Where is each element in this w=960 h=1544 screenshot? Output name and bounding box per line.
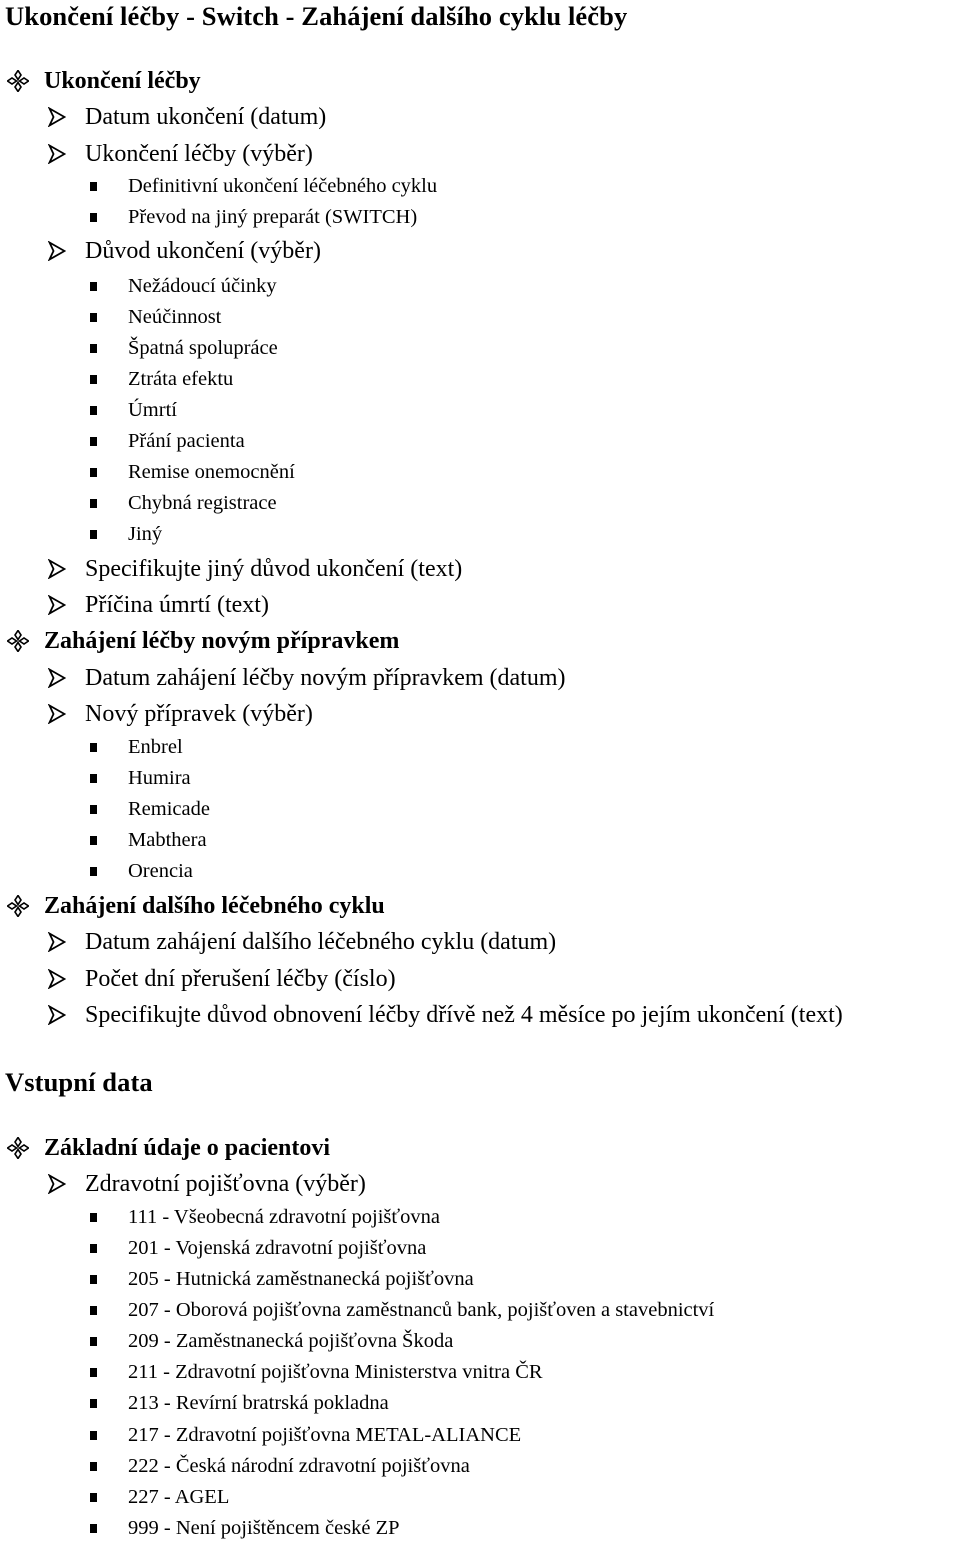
option-item-label: Remicade [128, 797, 210, 820]
square-bullet-icon [90, 1337, 128, 1346]
field-item [0, 236, 321, 266]
option-item-label: 227 - AGEL [128, 1485, 230, 1508]
square-bullet-icon [90, 774, 128, 783]
arrowhead-icon [48, 932, 85, 952]
square-bullet-icon [90, 406, 128, 415]
option-item [0, 732, 183, 762]
option-item [0, 457, 295, 487]
field-item [0, 699, 313, 729]
option-item [0, 271, 277, 301]
option-item-label: Neúčinnost [128, 305, 222, 328]
square-bullet-icon [90, 282, 128, 291]
option-item [0, 1357, 543, 1387]
option-item [0, 763, 191, 793]
arrowhead-icon [48, 969, 85, 989]
square-bullet-icon [90, 213, 128, 222]
option-item-label: Definitivní ukončení léčebného cyklu [128, 174, 438, 197]
section-heading-label: Základní údaje o pacientovi [44, 1134, 331, 1161]
option-item [0, 488, 277, 518]
square-bullet-icon [90, 313, 128, 322]
option-item [0, 171, 437, 201]
option-item [0, 1233, 426, 1263]
section-heading [0, 66, 201, 96]
option-item-label: 211 - Zdravotní pojišťovna Ministerstva vnitra ČR [128, 1360, 543, 1383]
square-bullet-icon [90, 1524, 128, 1533]
field-item-label: Datum ukončení (datum) [85, 103, 327, 130]
option-item [0, 364, 233, 394]
option-item-label: 213 - Revírní bratrská pokladna [128, 1391, 389, 1414]
square-bullet-icon [90, 1368, 128, 1377]
option-item [0, 1264, 474, 1294]
diamond-quad-icon [7, 630, 44, 652]
field-item [0, 554, 462, 584]
option-item [0, 1513, 400, 1543]
square-bullet-icon [90, 1213, 128, 1222]
arrowhead-icon [48, 559, 85, 579]
arrowhead-icon [48, 241, 85, 261]
section-title-vstupni-data: Vstupní data [5, 1066, 153, 1097]
option-item [0, 1202, 440, 1232]
option-item [0, 1295, 714, 1325]
square-bullet-icon [90, 1399, 128, 1408]
option-item-label: Humira [128, 766, 191, 789]
option-item-label: Úmrtí [128, 398, 177, 421]
section-heading [0, 626, 399, 656]
square-bullet-icon [90, 530, 128, 539]
option-item-label: 201 - Vojenská zdravotní pojišťovna [128, 1236, 427, 1259]
option-item [0, 426, 245, 456]
option-item [0, 1388, 389, 1418]
square-bullet-icon [90, 1462, 128, 1471]
arrowhead-icon [48, 144, 85, 164]
option-item-label: 999 - Není pojištěncem české ZP [128, 1516, 400, 1539]
square-bullet-icon [90, 182, 128, 191]
option-item-label: Převod na jiný preparát (SWITCH) [128, 205, 418, 228]
square-bullet-icon [90, 1493, 128, 1502]
field-item [0, 1000, 843, 1030]
option-item [0, 794, 210, 824]
section-heading [0, 1133, 330, 1163]
square-bullet-icon [90, 743, 128, 752]
arrowhead-icon [48, 1005, 85, 1025]
option-item [0, 202, 417, 232]
square-bullet-icon [90, 1275, 128, 1284]
option-item [0, 825, 207, 855]
option-item-label: Nežádoucí účinky [128, 274, 277, 297]
field-item [0, 964, 396, 994]
section-heading-label: Zahájení dalšího léčebného cyklu [44, 892, 385, 919]
square-bullet-icon [90, 375, 128, 384]
option-item [0, 1420, 521, 1450]
diamond-quad-icon [7, 70, 44, 92]
option-item [0, 1451, 470, 1481]
square-bullet-icon [90, 805, 128, 814]
square-bullet-icon [90, 437, 128, 446]
field-item-label: Datum zahájení léčby novým přípravkem (datum) [85, 664, 566, 691]
section-heading-label: Zahájení léčby novým přípravkem [44, 627, 400, 654]
option-item [0, 856, 193, 886]
option-item-label: Enbrel [128, 735, 183, 758]
option-item-label: 205 - Hutnická zaměstnanecká pojišťovna [128, 1267, 474, 1290]
square-bullet-icon [90, 344, 128, 353]
square-bullet-icon [90, 499, 128, 508]
option-item-label: Špatná spolupráce [128, 336, 278, 359]
option-item-label: Přání pacienta [128, 429, 245, 452]
option-item-label: Ztráta efektu [128, 367, 234, 390]
field-item-label: Specifikujte důvod obnovení léčby dřívě než 4 měsíce po jejím ukončení (text) [85, 1001, 843, 1028]
arrowhead-icon [48, 1174, 85, 1194]
section-heading-label: Ukončení léčby [44, 67, 201, 94]
option-item-label: Remise onemocnění [128, 460, 295, 483]
field-item-label: Počet dní přerušení léčby (číslo) [85, 965, 396, 992]
square-bullet-icon [90, 1244, 128, 1253]
square-bullet-icon [90, 836, 128, 845]
document-title: Ukončení léčby - Switch - Zahájení dalšího cyklu léčby [5, 0, 628, 31]
diamond-quad-icon [7, 1137, 44, 1159]
field-item-label: Specifikujte jiný důvod ukončení (text) [85, 555, 463, 582]
option-item [0, 1482, 229, 1512]
diamond-quad-icon [7, 895, 44, 917]
field-item-label: Důvod ukončení (výběr) [85, 237, 321, 264]
arrowhead-icon [48, 668, 85, 688]
square-bullet-icon [90, 867, 128, 876]
option-item-label: 222 - Česká národní zdravotní pojišťovna [128, 1454, 470, 1477]
field-item [0, 102, 326, 132]
field-item [0, 1169, 366, 1199]
option-item [0, 395, 177, 425]
field-item-label: Nový přípravek (výběr) [85, 700, 313, 727]
arrowhead-icon [48, 595, 85, 615]
field-item [0, 927, 556, 957]
section-heading [0, 891, 385, 921]
square-bullet-icon [90, 1431, 128, 1440]
option-item [0, 519, 162, 549]
field-item-label: Příčina úmrtí (text) [85, 591, 269, 618]
option-item-label: 207 - Oborová pojišťovna zaměstnanců bank, pojišťoven a stavebnictví [128, 1298, 715, 1321]
option-item-label: 111 - Všeobecná zdravotní pojišťovna [128, 1205, 441, 1228]
option-item-label: Chybná registrace [128, 491, 277, 514]
option-item-label: Jiný [128, 522, 163, 545]
field-item-label: Datum zahájení dalšího léčebného cyklu (datum) [85, 928, 557, 955]
field-item [0, 139, 313, 169]
field-item [0, 590, 269, 620]
option-item-label: Orencia [128, 859, 193, 882]
arrowhead-icon [48, 107, 85, 127]
square-bullet-icon [90, 1306, 128, 1315]
option-item-label: 209 - Zaměstnanecká pojišťovna Škoda [128, 1329, 454, 1352]
field-item-label: Ukončení léčby (výběr) [85, 140, 313, 167]
square-bullet-icon [90, 468, 128, 477]
field-item [0, 663, 566, 693]
option-item [0, 302, 221, 332]
option-item-label: 217 - Zdravotní pojišťovna METAL-ALIANCE [128, 1423, 522, 1446]
option-item [0, 1326, 453, 1356]
field-item-label: Zdravotní pojišťovna (výběr) [85, 1170, 366, 1197]
option-item [0, 333, 278, 363]
arrowhead-icon [48, 704, 85, 724]
option-item-label: Mabthera [128, 828, 207, 851]
